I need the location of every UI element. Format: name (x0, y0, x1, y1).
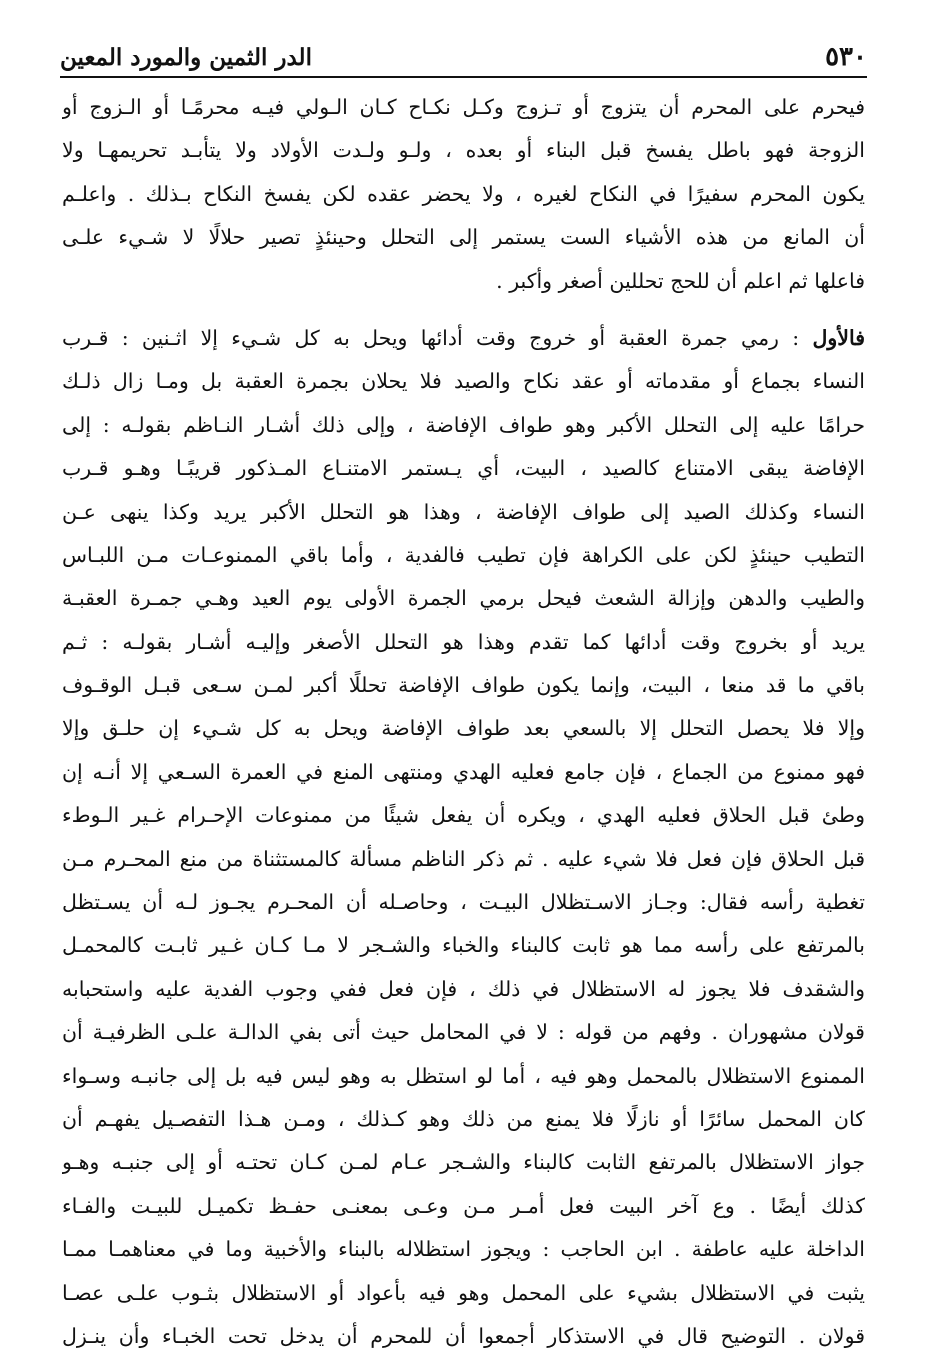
text-line: قولان . التوضيح قال في الاستذكار أجمعوا أن للمحرم أن يدخل تحت الخبـاء وأن ينـزل (62, 1323, 865, 1348)
text-line: الممنوع الاستظلال بالمحمل وهو فيه ، أما لو استظل به وهو ليس فيه بل إلى جانبـه وسـواء (62, 1063, 865, 1088)
text-line: كذلك أيضًا . وع آخر البيت فعل أمـر مـن وعـى بمعنـى حفـظ تكميـل للبيـت والفـاء (62, 1193, 865, 1218)
body-text (62, 86, 865, 1358)
text-line: الإفاضة يبقى الامتناع كالصيد ، البيت، أي يـستمر الامتنـاع المـذكور قريبًـا وهـو قـرب (62, 456, 865, 481)
text-line-rest: : رمي جمرة العقبة أو خروج وقت أدائها ويحل به كل شـيء إلا اثـنين : قـرب (62, 325, 813, 350)
text-line: فاعلها ثم اعلم أن للحج تحللين أصغر وأكبر . (496, 268, 865, 293)
text-line: يكون المحرم سفيرًا في النكاح لغيره ، ولا يحضر عقده لكن يفسخ النكاح بـذلك . واعلـم (62, 181, 865, 206)
text-line: النساء بجماع أو مقدماته أو عقد نكاح والصيد فلا يحلان بجمرة العقبة بل ومـا زال ذلـك (62, 369, 865, 394)
text-line: والطيب والدهن وإزالة الشعث فيحل برمي الجمرة الأولى يوم العيد وهـي جمـرة العقبـة (62, 586, 865, 611)
text-line (62, 317, 865, 360)
text-line: وطئ قبل الحلاق فعليه الهدي ، ويكره أن يفعل شيئًا من ممنوعات الإحـرام غـير الـوطء (62, 803, 865, 828)
text-line: الداخلة عليه عاطفة . ابن الحاجب : ويجوز استظلاله بالبناء والأخبية وما في معناهمـا ممـا (62, 1237, 865, 1262)
text-line: بالمرتفع على رأسه مما هو ثابت كالبناء والخباء والشـجر لا مـا كـان غـير ثابـت كالمحمـل (62, 933, 865, 958)
text-line: النساء وكذلك الصيد إلى طواف الإفاضة ، وهذا هو التحلل الأكبر يريد وكذا ينهى عـن (62, 499, 865, 524)
text-line: الزوجة فهو باطل يفسخ قبل البناء أو بعده ، ولـو ولـدت الأولاد ولا يتأبـد تحريمهـا ولا (62, 138, 865, 163)
text-line: والشقدف فلا يجوز له الاستظلال في ذلك ، فإن فعل ففي وجوب الفدية عليه واستحبابه (62, 976, 865, 1001)
paragraph-2 (62, 317, 865, 1358)
text-line: أن المانع من هذه الأشياء الست يستمر إلى التحلل وحينئذٍ تصير حلالًا لا شـيء علـى (62, 225, 865, 250)
page-header (60, 40, 867, 78)
text-line: فيحرم على المحرم أن يتزوج أو تـزوج وكـل نكـاح كـان الـولي فيـه محرمًـا أو الـزوج أو (62, 95, 865, 119)
text-line: جواز الاستظلال بالمرتفع الثابت كالبناء والشـجر عـام لمـن كـان تحتـه أو إلى جنبـه وهـو (62, 1150, 865, 1175)
text-line: باقي ما قد منعا ، البيت، وإنما يكون طواف الإفاضة تحللًا أكبر لمـن سـعى قبـل الوقـوف (62, 673, 865, 698)
text-line: حرامًا عليه إلى التحلل الأكبر وهو طواف الإفاضة ، وإلى ذلك أشـار النـاظم بقولـه : إلى (62, 412, 865, 437)
text-line: يريد أو بخروج وقت أدائها كما تقدم وهذا هو التحلل الأصغر وإليـه أشـار بقولـه : ثـم (62, 629, 865, 654)
page-number: ٥٣٠ (825, 42, 867, 72)
paragraph-1 (62, 86, 865, 303)
text-line: تغطية رأسه فقال: وجـاز الاسـتظلال البيـت ، وحاصـله أن المحـرم يجـوز لـه أن يسـتظل (62, 890, 865, 915)
text-line: فهو ممنوع من الجماع ، فإن جامع فعليه الهدي ومنتهى المنع في العمرة السـعي إلا أنـه إن (62, 759, 865, 784)
text-line: وإلا فلا يحصل التحلل إلا بالسعي بعد طواف الإفاضة ويحل به كل شـيء إن حلـق وإلا (62, 716, 865, 741)
text-line: يثبت في الاستظلال بشيء على المحمل وهو فيه بأعواد أو الاستظلال بثـوب علـى عصـا (62, 1280, 865, 1305)
paragraph-lead-word: فالأول (812, 325, 865, 350)
text-line: التطيب حينئذٍ لكن على الكراهة فإن تطيب فالفدية ، وأما باقي الممنوعـات مـن اللبـاس (62, 542, 865, 567)
text-line: قبل الحلاق فإن فعل فلا شيء عليه . ثم ذكر الناظم مسألة كالمستثناة من منع المحـرم مـن (62, 846, 865, 871)
book-title: الدر الثمين والمورد المعين (60, 44, 312, 71)
text-line: كان المحمل سائرًا أو نازلًا فلا يمنع من ذلك وهو كـذلك ، ومـن هـذا التفصـيل يفهـم أن (62, 1106, 865, 1131)
text-line: قولان مشهوران . وفهم من قوله : لا في المحامل حيث أتى بفي الدالـة علـى الظرفيـة أن (62, 1020, 865, 1045)
